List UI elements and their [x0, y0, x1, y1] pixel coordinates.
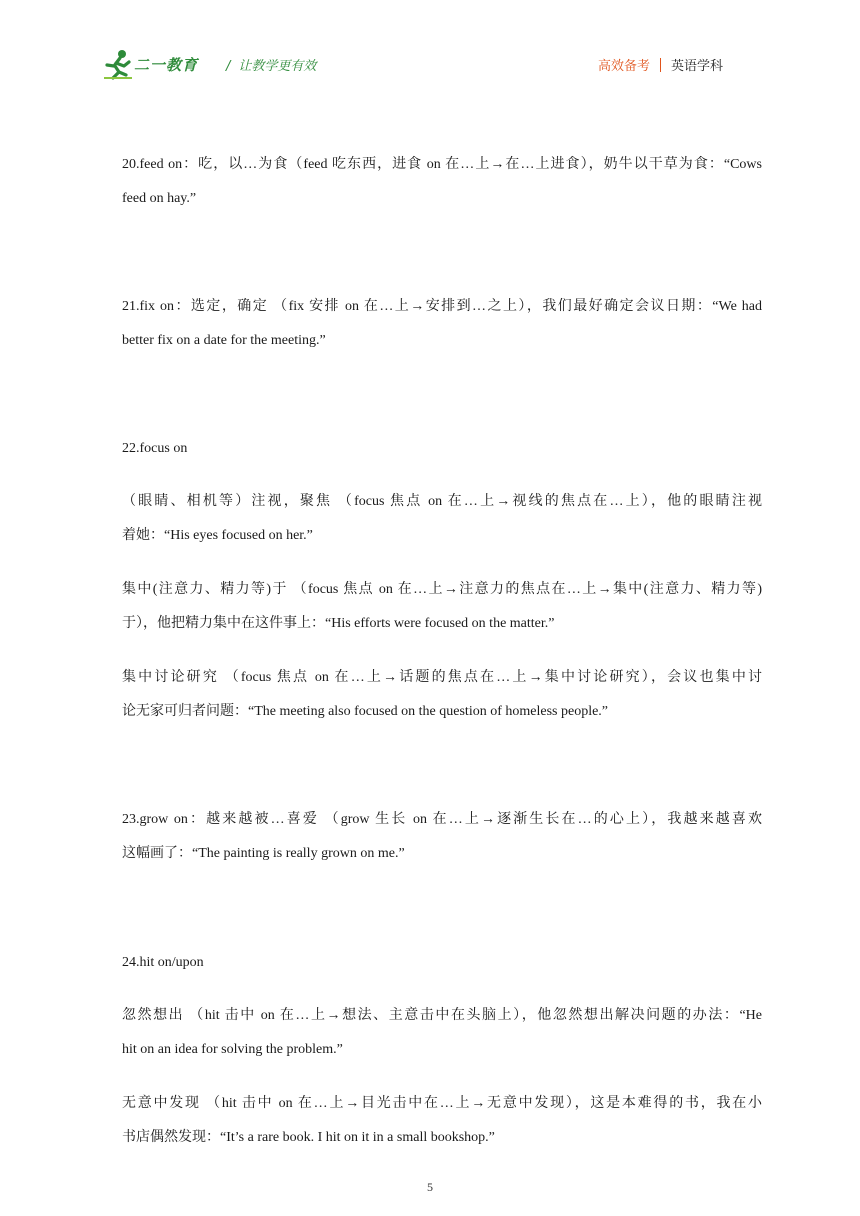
logo-text: 二一教育 — [134, 56, 199, 74]
sense-line: 集中讨论研究 （focus 焦点 on 在…上→话题的焦点在…上→集中讨论研究），会议也集中讨 — [122, 670, 762, 685]
entry-line: 20.feed on：吃，以…为食（feed 吃东西，进食 on 在…上→在…上进食），奶牛以干草为食：“Cows — [122, 157, 762, 172]
slogan-text: 让教学更有效 — [238, 59, 317, 74]
sense-line: 着她：“His eyes focused on her.” — [122, 528, 313, 543]
slogan — [226, 55, 316, 74]
page-number: 5 — [427, 1180, 433, 1194]
entry-24-sense-2 — [122, 1087, 762, 1155]
entry-heading: 22.focus on — [122, 441, 188, 456]
entry-heading: 24.hit on/upon — [122, 955, 204, 970]
entry-line: 23.grow on：越来越被…喜爱 （grow 生长 on 在…上→逐渐生长在…的心上），我越来越喜欢 — [122, 812, 762, 827]
entry-21 — [122, 290, 762, 358]
entry-line: 21.fix on：选定，确定 （fix 安排 on 在…上→安排到…之上），我们最好确定会议日期：“We had — [122, 299, 762, 314]
sense-line: （眼睛、相机等）注视，聚焦 （focus 焦点 on 在…上→视线的焦点在…上），他的眼睛注视 — [122, 494, 762, 509]
entry-line: feed on hay.” — [122, 191, 197, 206]
running-figure-icon — [104, 48, 134, 80]
logo — [104, 48, 212, 80]
entry-20 — [122, 148, 762, 216]
entry-line: 这幅画了：“The painting is really grown on me.” — [122, 846, 405, 861]
entry-24-sense-1 — [122, 999, 762, 1067]
header-divider — [660, 58, 661, 72]
sense-line: 无意中发现 （hit 击中 on 在…上→目光击中在…上→无意中发现），这是本难得的书，我在小 — [122, 1096, 762, 1111]
subject-label: 英语学科 — [671, 59, 724, 74]
sense-line: 于），他把精力集中在这件事上：“His efforts were focused on the matter.” — [122, 616, 555, 631]
entry-23 — [122, 803, 762, 871]
header-labels — [598, 55, 723, 74]
sense-line: 论无家可归者问题：“The meeting also focused on the question of homeless people.” — [122, 704, 609, 719]
exam-label: 高效备考 — [598, 59, 651, 74]
sense-line: 忽然想出 （hit 击中 on 在…上→想法、主意击中在头脑上），他忽然想出解决问题的办法：“He — [122, 1008, 762, 1023]
entry-22-sense-3 — [122, 661, 762, 729]
entry-24-heading — [122, 946, 762, 980]
entry-line: better fix on a date for the meeting.” — [122, 333, 326, 348]
entry-22-heading — [122, 432, 762, 466]
entry-22-sense-2 — [122, 573, 762, 641]
sense-line: 集中(注意力、精力等)于 （focus 焦点 on 在…上→注意力的焦点在…上→集中(注意力、精力等) — [122, 582, 762, 597]
entry-22-sense-1 — [122, 485, 762, 553]
page-header — [0, 0, 860, 100]
sense-line: 书店偶然发现：“It’s a rare book. I hit on it in a small bookshop.” — [122, 1130, 495, 1145]
sense-line: hit on an idea for solving the problem.” — [122, 1042, 343, 1057]
slogan-slash: / — [226, 59, 231, 74]
